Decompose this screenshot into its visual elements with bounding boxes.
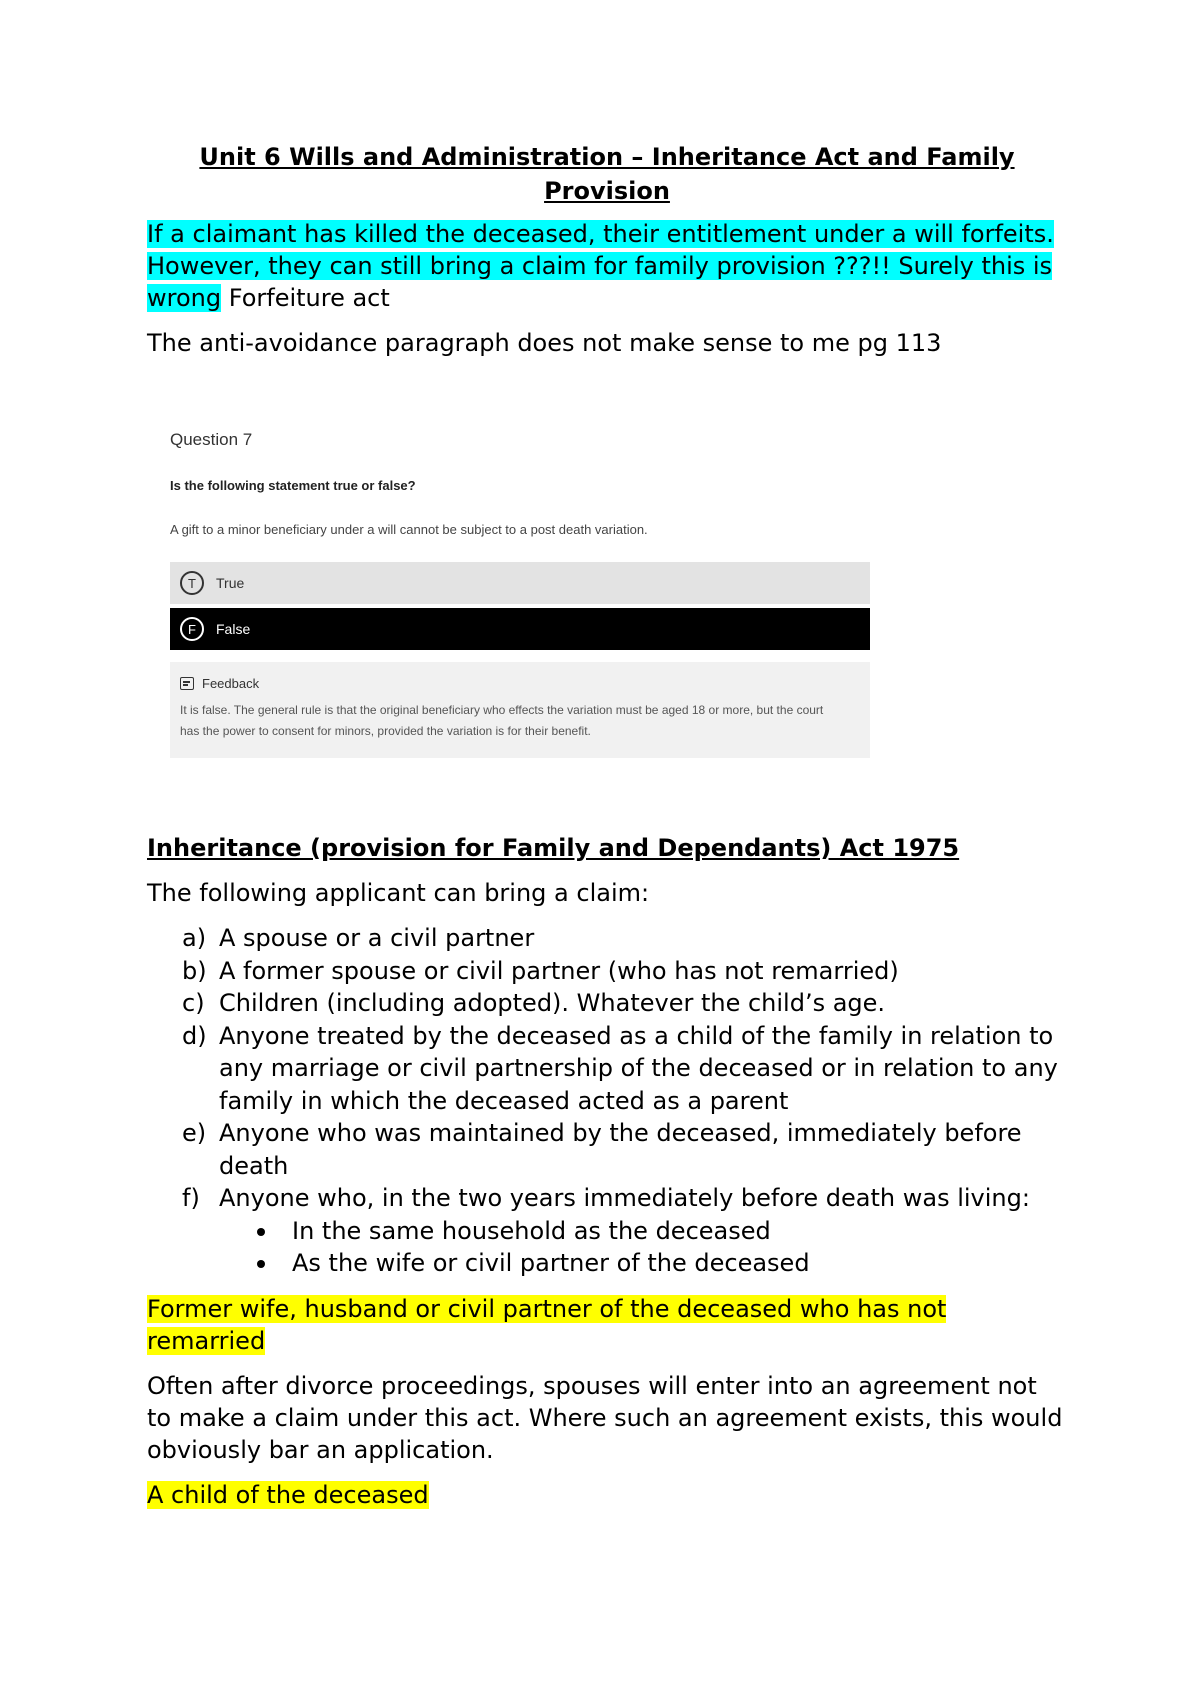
list-marker: f)	[182, 1184, 200, 1212]
option-true-label: True	[216, 575, 245, 591]
feedback-header	[180, 676, 860, 691]
list-item	[147, 955, 1067, 988]
feedback-label: Feedback	[202, 676, 260, 691]
list-item-text: A spouse or a civil partner	[219, 924, 535, 952]
question-prompt: Is the following statement true or false?	[170, 478, 416, 493]
option-true[interactable]	[170, 562, 870, 604]
list-item	[147, 922, 1067, 955]
list-item	[147, 987, 1067, 1020]
option-false-label: False	[216, 621, 251, 637]
feedback-text: It is false. The general rule is that the original beneficiary who effects the variation must be aged 18 or more, but the court has the power to consent for minors, provided the variation is for their benefit.	[180, 703, 824, 738]
list-marker: b)	[182, 956, 207, 985]
child-paragraph	[147, 1479, 1067, 1511]
list-item-text: Children (including adopted). Whatever the child’s age.	[219, 989, 886, 1017]
forfeiture-note	[147, 218, 1067, 314]
list-marker: e)	[182, 1119, 207, 1147]
list-item-text: Anyone treated by the deceased as a child of the family in relation to any marriage or civil partnership of the deceased or in relation to any family in which the deceased acted as a parent	[219, 1021, 1058, 1115]
former-spouse-heading: Former wife, husband or civil partner of the deceased who has not remarried	[147, 1294, 947, 1355]
claimant-list	[147, 922, 1067, 1280]
quiz-screenshot	[170, 420, 870, 760]
list-item-text: A former spouse or civil partner (who has not remarried)	[219, 956, 899, 985]
question-number: Question 7	[170, 430, 253, 449]
document-title: Unit 6 Wills and Administration – Inheritance Act and Family Provision	[199, 143, 1015, 205]
list-item	[147, 1117, 1067, 1182]
household-sublist	[219, 1215, 1067, 1280]
former-spouse-text: Often after divorce proceedings, spouses will enter into an agreement not to make a claim under this act. Where such an agreement exists, this would obviously bar an application.	[147, 1371, 1063, 1464]
question-statement: A gift to a minor beneficiary under a will cannot be subject to a post death variation.	[170, 522, 648, 537]
section-intro: The following applicant can bring a claim:	[147, 879, 650, 907]
list-item	[147, 1020, 1067, 1118]
feedback-panel	[170, 662, 870, 758]
inheritance-act-section	[147, 832, 1067, 1511]
list-marker: d)	[182, 1021, 207, 1050]
list-marker: a)	[182, 924, 207, 952]
forfeiture-act-note: Forfeiture act	[221, 284, 390, 312]
list-item-text: Anyone who, in the two years immediately before death was living:	[219, 1184, 1030, 1212]
former-spouse-paragraph	[147, 1293, 1067, 1357]
option-f-icon: F	[180, 617, 204, 641]
anti-avoidance-note: The anti-avoidance paragraph does not make sense to me pg 113	[147, 329, 942, 357]
section-heading: Inheritance (provision for Family and Dependants) Act 1975	[147, 834, 960, 862]
sub-bullet-item: As the wife or civil partner of the deceased	[147, 1247, 1067, 1280]
list-marker: c)	[182, 989, 205, 1017]
sub-bullet-item: In the same household as the deceased	[147, 1215, 1067, 1248]
option-t-icon: T	[180, 571, 204, 595]
feedback-icon	[180, 677, 194, 690]
option-false-selected[interactable]	[170, 608, 870, 650]
child-heading: A child of the deceased	[147, 1480, 429, 1509]
list-item	[147, 1182, 1067, 1280]
document-page	[147, 140, 1067, 359]
highlighted-note: If a claimant has killed the deceased, their entitlement under a will forfeits. However, they can still bring a claim for family provision ???!! Surely this is wrong	[147, 220, 1054, 312]
list-item-text: Anyone who was maintained by the deceased, immediately before death	[219, 1119, 1022, 1180]
